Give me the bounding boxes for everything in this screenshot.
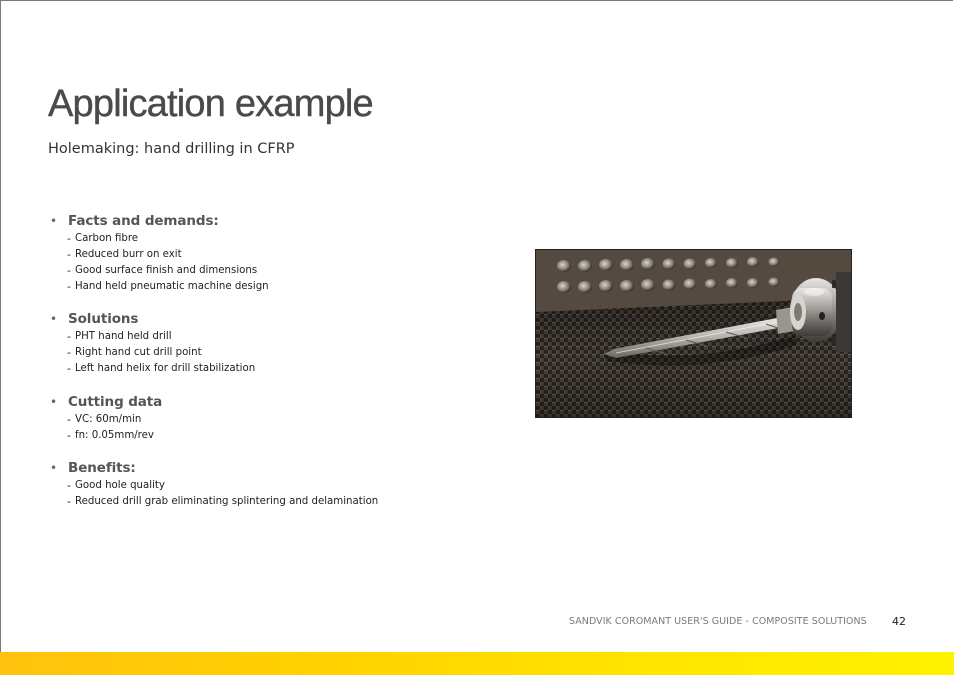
list-item-text: Hand held pneumatic machine design bbox=[75, 281, 269, 292]
list-item bbox=[67, 247, 490, 263]
section-cutting-data bbox=[50, 392, 490, 444]
accent-bar bbox=[0, 652, 954, 675]
list-item-text: Reduced burr on exit bbox=[75, 249, 182, 260]
section-items bbox=[67, 412, 490, 444]
dash: - bbox=[67, 280, 71, 293]
drill-photo bbox=[535, 249, 852, 418]
page-title: Application example bbox=[48, 83, 373, 125]
bullet-dot: • bbox=[50, 312, 57, 326]
section-heading-text: Solutions bbox=[68, 311, 139, 327]
bullet-dot: • bbox=[50, 214, 57, 228]
section-heading bbox=[50, 309, 490, 329]
list-item bbox=[67, 478, 490, 494]
dash: - bbox=[67, 248, 71, 261]
list-item-text: Carbon fibre bbox=[75, 233, 139, 244]
list-item-text: VC: 60m/min bbox=[75, 414, 142, 425]
page-subtitle: Holemaking: hand drilling in CFRP bbox=[48, 141, 295, 157]
page-number: 42 bbox=[892, 615, 906, 628]
footer-text: SANDVIK COROMANT USER'S GUIDE - COMPOSITE SOLUTIONS bbox=[569, 616, 867, 627]
section-heading-text: Cutting data bbox=[68, 394, 163, 410]
section-heading bbox=[50, 458, 490, 478]
list-item-text: PHT hand held drill bbox=[75, 331, 172, 342]
dash: - bbox=[67, 264, 71, 277]
dash: - bbox=[67, 429, 71, 442]
list-item bbox=[67, 263, 490, 279]
section-heading-text: Facts and demands: bbox=[68, 213, 219, 229]
dash: - bbox=[67, 330, 71, 343]
list-item bbox=[67, 329, 490, 345]
list-item-text: Good surface finish and dimensions bbox=[75, 265, 258, 276]
list-item-text: fn: 0.05mm/rev bbox=[75, 430, 154, 441]
section-items bbox=[67, 329, 490, 377]
list-item bbox=[67, 345, 490, 361]
section-items bbox=[67, 478, 490, 510]
list-item bbox=[67, 412, 490, 428]
list-item bbox=[67, 231, 490, 247]
list-item-text: Good hole quality bbox=[75, 480, 165, 491]
dash: - bbox=[67, 413, 71, 426]
section-facts bbox=[50, 211, 490, 295]
list-item-text: Right hand cut drill point bbox=[75, 347, 202, 358]
section-heading bbox=[50, 211, 490, 231]
list-item bbox=[67, 494, 490, 510]
dash: - bbox=[67, 479, 71, 492]
dash: - bbox=[67, 495, 71, 508]
bullet-list bbox=[50, 211, 490, 524]
section-solutions bbox=[50, 309, 490, 377]
dash: - bbox=[67, 362, 71, 375]
list-item-text: Left hand helix for drill stabilization bbox=[75, 363, 256, 374]
section-items bbox=[67, 231, 490, 295]
list-item-text: Reduced drill grab eliminating splintering and delamination bbox=[75, 496, 379, 507]
section-heading-text: Benefits: bbox=[68, 460, 136, 476]
list-item bbox=[67, 361, 490, 377]
dash: - bbox=[67, 346, 71, 359]
list-item bbox=[67, 279, 490, 295]
list-item bbox=[67, 428, 490, 444]
section-benefits bbox=[50, 458, 490, 510]
bullet-dot: • bbox=[50, 395, 57, 409]
bullet-dot: • bbox=[50, 461, 57, 475]
drill-photo-image bbox=[536, 250, 852, 418]
section-heading bbox=[50, 392, 490, 412]
dash: - bbox=[67, 232, 71, 245]
